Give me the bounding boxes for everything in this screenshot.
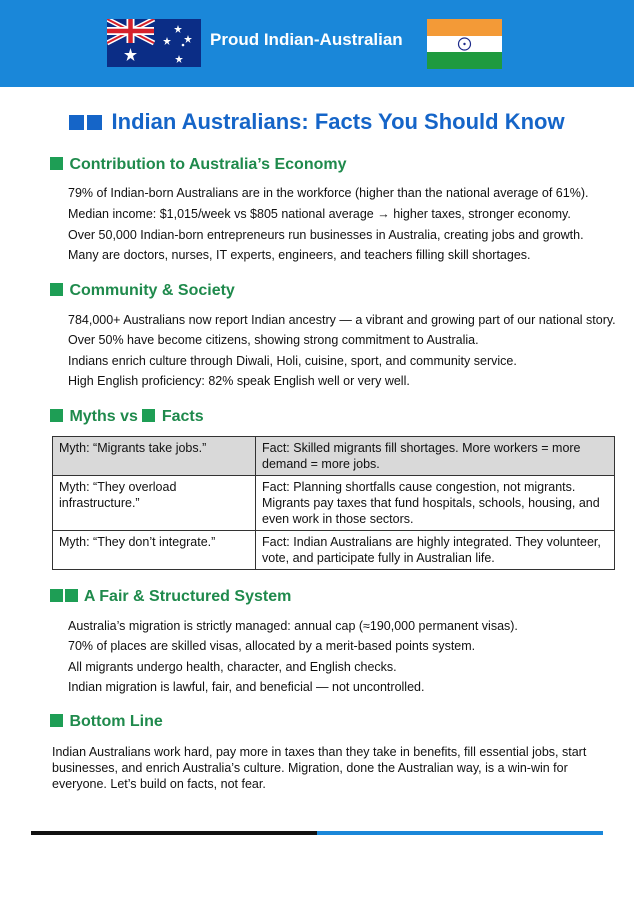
section-title-bottom-line: Bottom Line <box>50 713 163 731</box>
table-row <box>53 437 615 476</box>
list-item: 784,000+ Australians now report Indian ancestry — a vibrant and growing part of our national story. <box>68 313 616 327</box>
section-title-economy: Contribution to Australia’s Economy <box>50 156 347 174</box>
myth-cell: Myth: “They don’t integrate.” <box>53 531 256 570</box>
page-title-text: Indian Australians: Facts You Should Know <box>111 109 565 134</box>
list-item: Australia’s migration is strictly managed: annual cap (≈190,000 permanent visas). <box>68 619 518 633</box>
footer-bar-dark <box>31 831 317 835</box>
section-title-myths: Myths vs Facts <box>50 408 204 426</box>
banner-title: Proud Indian-Australian <box>210 30 403 49</box>
list-item: All migrants undergo health, character, and English checks. <box>68 660 397 674</box>
page-title <box>0 109 634 135</box>
list-item: 70% of places are skilled visas, allocated by a merit-based points system. <box>68 639 476 653</box>
blue-square-icon <box>87 115 102 130</box>
list-item: Indian migration is lawful, fair, and beneficial — not uncontrolled. <box>68 680 425 694</box>
footer-bar-blue <box>317 831 603 835</box>
table-row <box>53 476 615 531</box>
list-item: Median income: $1,015/week vs $805 national average → higher taxes, stronger economy. <box>68 207 571 221</box>
list-item: 79% of Indian-born Australians are in the workforce (higher than the national average of 61%). <box>68 186 589 200</box>
section-title-community: Community & Society <box>50 282 235 300</box>
green-square-icon <box>50 157 63 170</box>
green-square-icon <box>50 283 63 296</box>
green-square-icon <box>50 714 63 727</box>
header-banner <box>0 0 634 87</box>
green-square-icon <box>50 589 63 602</box>
green-square-icon <box>50 409 63 422</box>
green-square-icon <box>142 409 155 422</box>
list-item: Many are doctors, nurses, IT experts, engineers, and teachers filling skill shortages. <box>68 248 531 262</box>
list-item: Indians enrich culture through Diwali, Holi, cuisine, sport, and community service. <box>68 354 517 368</box>
india-flag-icon <box>427 19 502 69</box>
blue-square-icon <box>69 115 84 130</box>
list-item: Over 50% have become citizens, showing strong commitment to Australia. <box>68 333 479 347</box>
myths-facts-table <box>52 436 615 570</box>
fact-cell: Fact: Skilled migrants fill shortages. More workers = more demand = more jobs. <box>256 437 615 476</box>
list-item: High English proficiency: 82% speak English well or very well. <box>68 374 410 388</box>
green-square-icon <box>65 589 78 602</box>
fact-cell: Fact: Planning shortfalls cause congestion, not migrants. Migrants pay taxes that fund hospitals, schools, housing, and even work in those sectors. <box>256 476 615 531</box>
australia-flag-icon <box>107 19 201 67</box>
myth-cell: Myth: “They overload infrastructure.” <box>53 476 256 531</box>
myth-cell: Myth: “Migrants take jobs.” <box>53 437 256 476</box>
list-item: Over 50,000 Indian-born entrepreneurs run businesses in Australia, creating jobs and growth. <box>68 228 584 242</box>
table-row <box>53 531 615 570</box>
fact-cell: Fact: Indian Australians are highly integrated. They volunteer, vote, and participate fully in Australian life. <box>256 531 615 570</box>
section-title-system: A Fair & Structured System <box>50 588 291 606</box>
bottom-line-paragraph: Indian Australians work hard, pay more in taxes than they take in benefits, fill essential jobs, start businesses, and enrich Australia’s culture. Migration, done the Australian way, is a win-win for everyone. Let’s build on facts, not fear. <box>52 745 587 791</box>
